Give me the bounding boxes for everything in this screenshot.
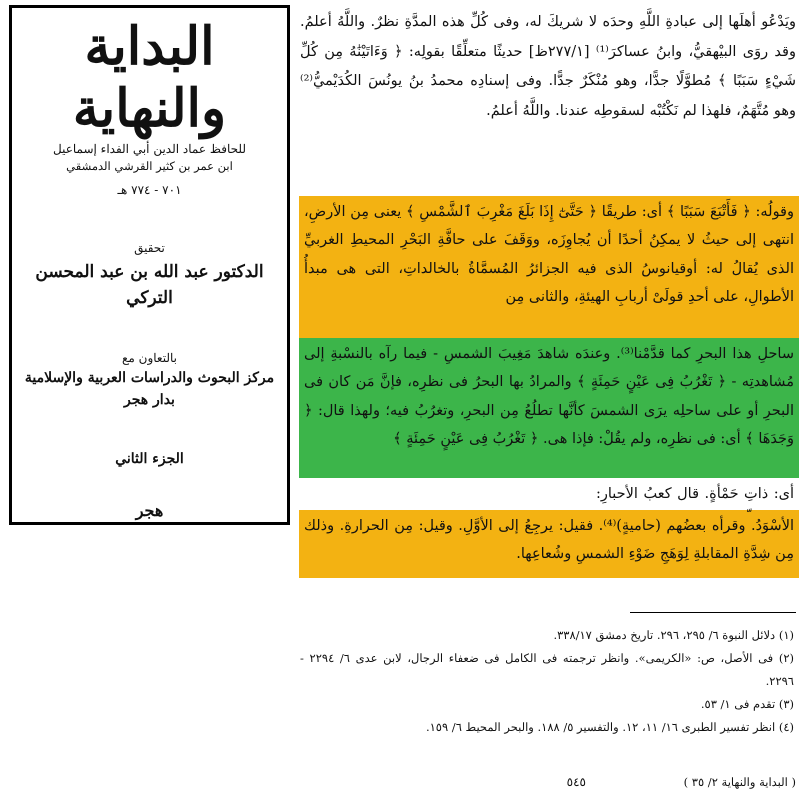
cover-title: البداية والنهاية: [72, 16, 227, 139]
cover-author-line2: ابن عمر بن كثير القرشي الدمشقي: [66, 159, 233, 173]
white-passage: أى: ذاتِ حَمْأةٍ. قال كعبُ الأحبارِ:: [596, 486, 794, 502]
cover-cooperation: بالتعاون مع: [122, 351, 177, 365]
publisher-logo: هجر: [135, 501, 164, 520]
footnote-4: (٤) انظر تفسير الطبرى ١٦/ ١١، ١٢. والتفسير ٥/ ١٨٨. والبحر المحيط ٦/ ١٥٩.: [425, 720, 794, 734]
footnotes: [300, 624, 794, 739]
cover-tahqiq: تحقيق: [134, 241, 165, 255]
book-cover: [9, 5, 290, 525]
green-passage: ساحلِ هذا البحرِ كما قدَّمْنا⁽³⁾. وعندَه شاهدَ مَغِيبَ الشمسِ - فيما رآه بالنسْبةِ إلى مُشاهدتِه - ﴿ تَغْرُبُ فِى عَيْنٍ حَمِئَةٍ ﴾ والمرادُ بها البحرُ فى نظرِه، فإنَّ مَن كان فى البحرِ أو على ساحلِه يرَى الشمسَ كأنَّها تطلُعُ مِن البحرِ، وتغرُبُ فيه؛ ولهذا قال: ﴿ وَجَدَهَا ﴾ أى: فى نظرِه، ولم يقُلْ: فإذا هى. ﴿ تَغْرُبُ فِى عَيْنٍ حَمِئَةٍ ﴾: [304, 346, 794, 448]
cover-volume: الجزء الثاني: [115, 451, 184, 467]
cover-editor: الدكتور عبد الله بن عبد المحسن التركي: [35, 262, 264, 308]
page-number: ٥٤٥: [566, 775, 586, 789]
cover-center: مركز البحوث والدراسات العربية والإسلامية: [24, 370, 275, 386]
cover-divider: [85, 524, 215, 525]
footnote-2: (٢) فى الأصل، ص: «الكريمى». وانظر ترجمته فى الكامل فى ضعفاء الرجال، لابن عدى ٦/ ٢٢٩٤ - ٢٢٩٦.: [300, 651, 795, 688]
highlighted-passage: [304, 198, 794, 580]
orange-passage-2: الأسْوَدُ. وقرأه بعضُهم (حاميةٍ)⁽⁴⁾. فقيل: يرجِعُ إلى الأوَّلِ. وقيل: مِن الحرارةِ. وذلك مِن شِدَّةِ المقابلةِ لِوَهَجِ ضَوْءِ الشمسِ وشُعاعِها.: [304, 518, 794, 563]
page-footer: [300, 775, 796, 795]
intro-paragraph: ويَدْعُو أهلَها إلى عبادةِ اللَّهِ وحدَه لا شريكَ له، وفى كُلِّ هذه المدَّةِ نظرٌ. واللَّهُ أعلمُ. وقد روَى البيْهقيُّ، وابنُ عساكرَ⁽¹⁾ [٢٧٧/١ظ] حديثًا متعلِّقًا بقولِه: ﴿ وَءَاتَيْنَٰهُ مِن كُلِّ شَيْءٍ سَبَبًا ﴾ مُطوَّلًا جدًّا، وهو مُنْكَرٌ جدًّا. وفى إسنادِه محمدُ بنُ يونُسَ الكُدَيْميُّ⁽²⁾ وهو مُتَّهَمٌ، فلهذا لم نَكْتُبْه لسقوطِه عندنا. واللَّهُ أعلمُ.: [300, 14, 796, 119]
footnote-1: (١) دلائل النبوة ٦/ ٢٩٥، ٢٩٦. تاريخ دمشق ٣٣٨/١٧.: [553, 628, 794, 642]
cover-author-line1: للحافظ عماد الدين أبي الفداء إسماعيل: [53, 142, 246, 156]
cover-dates: ٧٠١ - ٧٧٤ هـ: [117, 183, 182, 197]
cover-darhajar: بدار هجر: [124, 392, 175, 408]
orange-passage: وقولُه: ﴿ فَأَتْبَعَ سَبَبًا ﴾ أى: طريقًا ﴿ حَتَّىٰٓ إِذَا بَلَغَ مَغْرِبَ ٱلشَّمْسِ ﴾ يعنى مِن الأرضِ، انتهى إلى حيثُ لا يمكِنُ أحدًا أن يُجاوِزَه، ووَقَفَ على حافَّةِ البَحْرِ المحيطِ الغربيِّ الذى يُقالُ له: أوقيانوسُ الذى فيه الجزائرُ المُسمَّاةُ بالخالداتِ، التى هى مبدأُ الأطوالِ، على أحدِ قولَىْ أربابِ الهيئةِ، والثانى مِن: [304, 204, 794, 306]
footnote-divider: [630, 612, 796, 613]
footnote-3: (٣) تقدم فى ١/ ٥٣.: [700, 697, 794, 711]
running-head: ( البداية والنهاية ٢/ ٣٥ ): [683, 775, 796, 789]
